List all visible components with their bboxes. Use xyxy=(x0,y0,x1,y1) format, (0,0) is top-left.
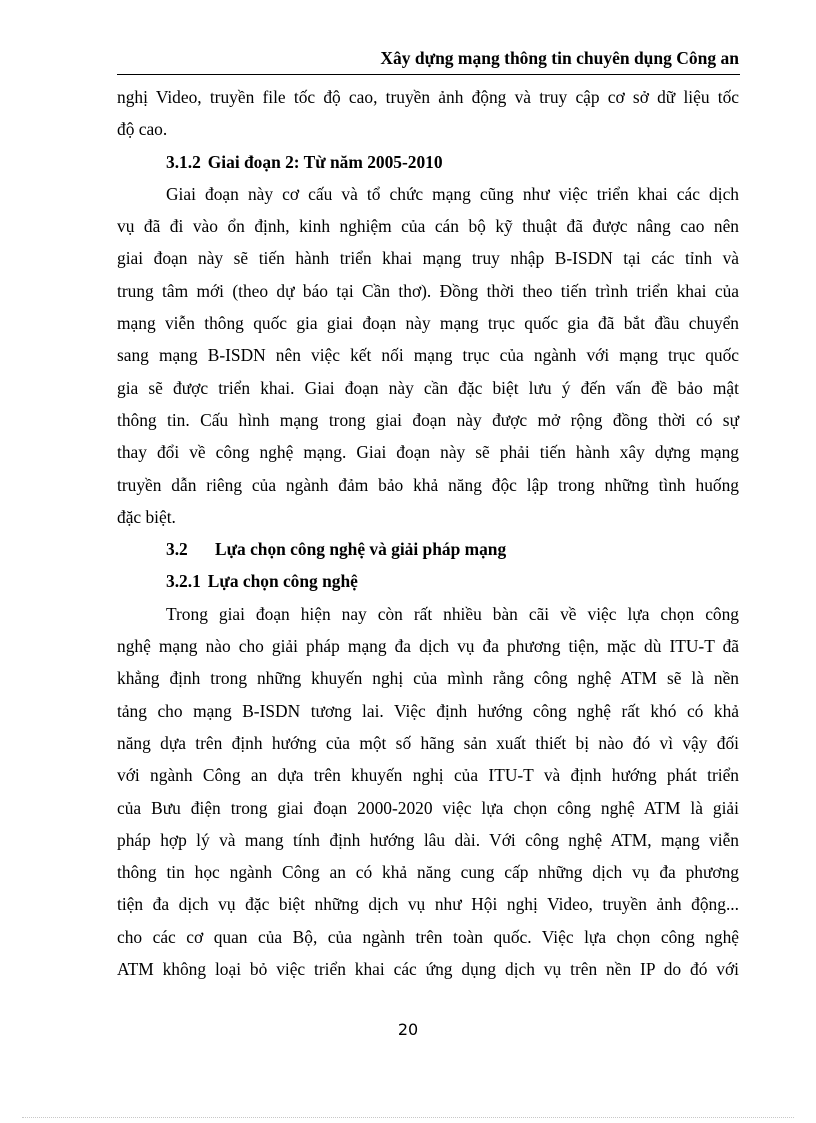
text-line: giai đoạn này sẽ tiến hành triển khai mạng truy nhập B-ISDN tại các tỉnh và xyxy=(117,248,739,269)
text-line: vụ đã đi vào ổn định, kinh nghiệm của cán bộ kỹ thuật đã được nâng cao nên xyxy=(117,216,739,237)
section-title: Giai đoạn 2: Từ năm 2005-2010 xyxy=(207,151,443,172)
text-line: thay đổi về công nghệ mạng. Giai đoạn này sẽ phải tiến hành xây dựng mạng xyxy=(117,442,739,463)
text-line: đặc biệt. xyxy=(117,506,176,527)
text-line: cho các cơ quan của Bộ, của ngành trên toàn quốc. Việc lựa chọn công nghệ xyxy=(117,926,739,947)
text-line: khẳng định trong những khuyến nghị của mình rằng công nghệ ATM sẽ là nền xyxy=(117,668,739,689)
text-line: ATM không loại bỏ việc triển khai các ứng dụng dịch vụ trên nền IP do đó với xyxy=(117,959,739,980)
text-line: của Bưu điện trong giai đoạn 2000-2020 việc lựa chọn công nghệ ATM là giải xyxy=(117,797,739,818)
text-line: với ngành Công an dựa trên khuyến nghị của ITU-T và định hướng phát triển xyxy=(117,765,739,786)
text-line: thông tin học ngành Công an có khả năng cung cấp những dịch vụ đa phương xyxy=(117,862,739,883)
header-rule xyxy=(117,74,740,75)
running-header: Xây dựng mạng thông tin chuyên dụng Công an xyxy=(380,48,739,68)
page-bottom-border xyxy=(22,1117,794,1118)
text-line: độ cao. xyxy=(117,119,168,140)
text-line: tảng cho mạng B-ISDN tương lai. Việc định hướng công nghệ rất khó có khả xyxy=(117,700,739,721)
text-line: thông tin. Cấu hình mạng trong giai đoạn này được mở rộng đồng thời có sự xyxy=(117,409,739,430)
section-number: 3.1.2 xyxy=(166,151,201,172)
text-line: nghị Video, truyền file tốc độ cao, truyền ảnh động và truy cập cơ sở dữ liệu tốc xyxy=(117,87,739,107)
section-number: 3.2 xyxy=(166,539,188,560)
text-line: năng dựa trên định hướng của một số hãng sản xuất thiết bị nào đó vì vậy đối xyxy=(117,732,739,753)
section-number: 3.2.1 xyxy=(166,571,201,592)
section-heading-3-2-1 xyxy=(117,565,739,597)
text-line: trung tâm mới (theo dự báo tại Cần thơ). Đồng thời theo tiến trình triển khai của xyxy=(117,280,739,301)
body-text xyxy=(117,81,739,985)
text-line: nghệ mạng nào cho giải pháp mạng đa dịch vụ đa phương tiện, mặc dù ITU-T đã xyxy=(117,636,739,657)
text-line: tiện đa dịch vụ đặc biệt những dịch vụ như Hội nghị Video, truyền ảnh động... xyxy=(117,894,739,915)
text-line: Trong giai đoạn hiện nay còn rất nhiều bàn cãi về việc lựa chọn công xyxy=(166,603,739,624)
text-line: truyền dẫn riêng của ngành đảm bảo khả năng độc lập trong những tình huống xyxy=(117,474,739,495)
section-title: Lựa chọn công nghệ và giải pháp mạng xyxy=(215,539,507,560)
section-heading-3-1-2 xyxy=(117,146,739,178)
text-line: sang mạng B-ISDN nên việc kết nối mạng trục của ngành với mạng trục quốc xyxy=(117,345,739,366)
section-title: Lựa chọn công nghệ xyxy=(207,571,358,592)
section-heading-3-2 xyxy=(117,533,739,565)
text-line: gia sẽ được triển khai. Giai đoạn này cần đặc biệt lưu ý đến vấn đề bảo mật xyxy=(117,377,739,398)
page-number: 20 xyxy=(397,1020,419,1039)
text-line: Giai đoạn này cơ cấu và tổ chức mạng cũng như việc triển khai các dịch xyxy=(166,183,739,204)
text-line: mạng viễn thông quốc gia giai đoạn này mạng trục quốc gia đã bắt đầu chuyển xyxy=(117,313,739,334)
text-line: pháp hợp lý và mang tính định hướng lâu dài. Với công nghệ ATM, mạng viễn xyxy=(117,829,739,850)
